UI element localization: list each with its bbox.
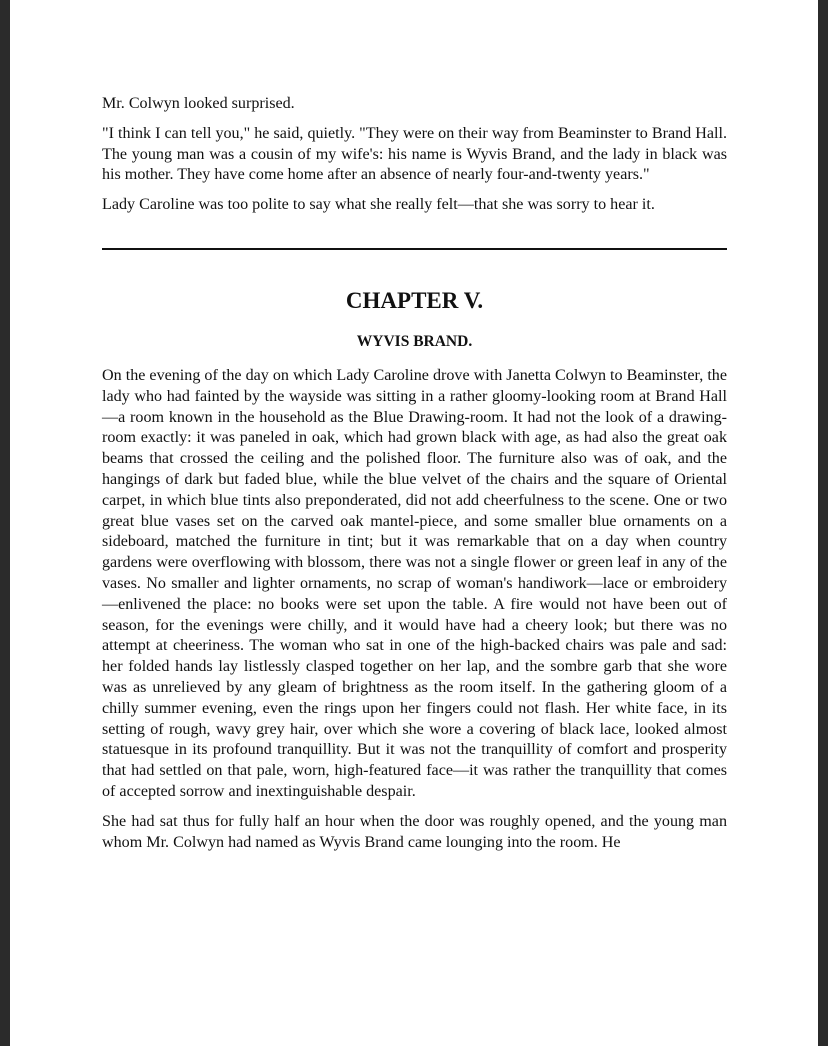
document-page [102, 94, 727, 862]
left-viewer-edge [0, 0, 10, 1046]
paragraph-evening: On the evening of the day on which Lady Caroline drove with Janetta Colwyn to Beaminster, the lady who had fainted by the wayside was sitting in a rather gloomy-looking room at Brand Hall—a room known in the household as the Blue Drawing-room. It had not the look of a drawing-room exactly: it was paneled in oak, which had grown black with age, as had also the great oak beams that crossed the ceiling and the polished floor. The furniture also was of oak, and the hangings of dark but faded blue, while the blue velvet of the chairs and the square of Oriental carpet, in which blue tints also preponderated, did not add cheerfulness to the scene. One or two great blue vases set on the carved oak mantel-piece, and some smaller blue ornaments on a sideboard, matched the furniture in tint; but it was remarkable that on a day when country gardens were overflowing with blossom, there was not a single flower or green leaf in any of the vases. No smaller and lighter ornaments, no scrap of woman's handiwork—lace or embroidery—enlivened the place: no books were set upon the table. A fire would not have been out of season, for the evenings were chilly, and it would have had a cheery look; but there was no attempt at cheeriness. The woman who sat in one of the high-backed chairs was pale and sad: her folded hands lay listlessly clasped together on her lap, and the sombre garb that she wore was as unrelieved by any gleam of brightness as the room itself. In the gathering gloom of a chilly summer evening, even the rings upon her fingers could not flash. Her white face, in its setting of rough, wavy grey hair, over which she wore a covering of black lace, looked almost statuesque in its profound tranquillity. But it was not the tranquillity of comfort and prosperity that had settled on that pale, worn, high-featured face—it was rather the tranquillity that comes of accepted sorrow and inextinguishable despair. [102, 366, 727, 800]
paragraph-surprised: Mr. Colwyn looked surprised. [102, 95, 295, 112]
right-viewer-edge [818, 0, 828, 1046]
chapter-subtitle: WYVIS BRAND. [356, 332, 473, 350]
paragraph-colwyn-reply: "I think I can tell you," he said, quietly. "They were on their way from Beaminster to Brand Hall. The young man was a cousin of my wife's: his name is Wyvis Brand, and the lady in black was his mother. They have come home after an absence of nearly four-and-twenty years." [102, 124, 727, 184]
paragraph-half-hour: She had sat thus for fully half an hour when the door was roughly opened, and the young man whom Mr. Colwyn had named as Wyvis Brand came lounging into the room. He [102, 812, 727, 851]
paragraph-lady-caroline: Lady Caroline was too polite to say what she really felt—that she was sorry to hear it. [102, 196, 655, 214]
chapter-title: CHAPTER V. [345, 287, 484, 313]
chapter-divider [102, 248, 727, 250]
